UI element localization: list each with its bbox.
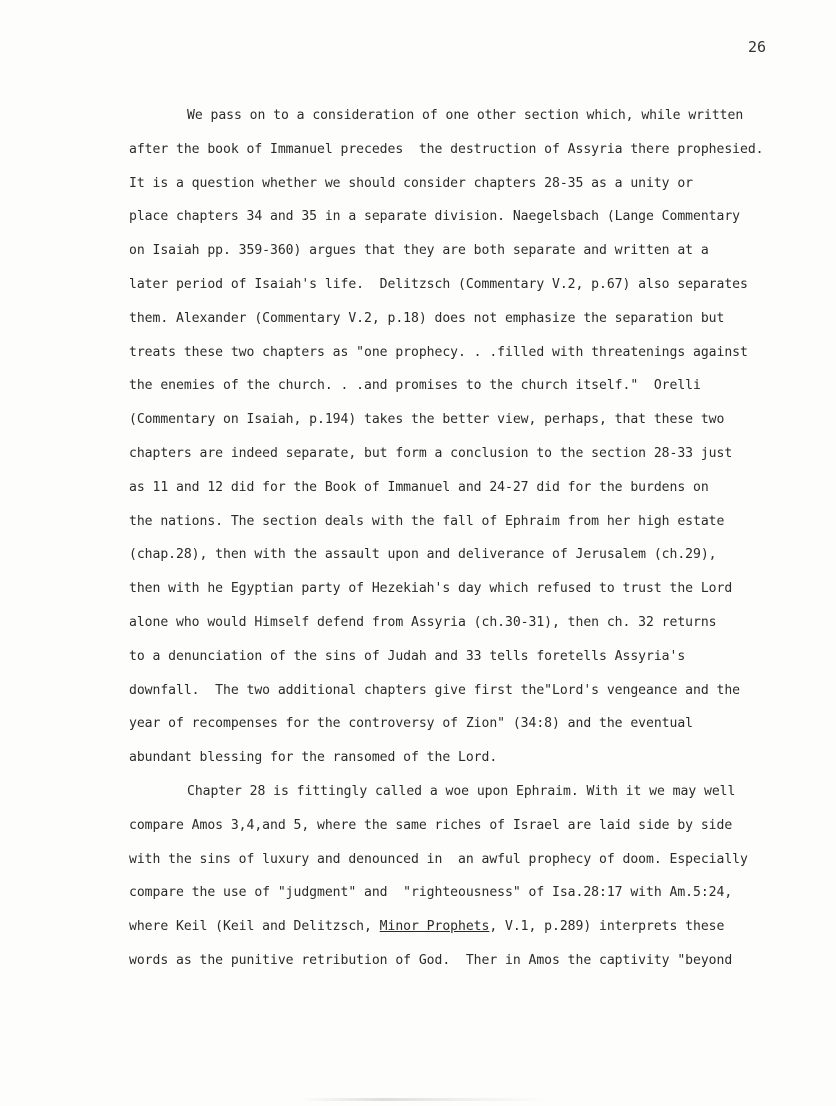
- line-5-lead: where Keil (Keil and Delitzsch,: [129, 919, 380, 935]
- paragraph-1-line-6: later period of Isaiah's life. Delitzsch (Commentary V.2, p.67) also separates: [129, 276, 748, 292]
- line-5-tail: , V.1, p.289) interprets these: [489, 919, 725, 935]
- paragraph-1-line-20: abundant blessing for the ransomed of the Lord.: [129, 750, 498, 766]
- paragraph-2-line-4: compare the use of "judgment" and "righteousness" of Isa.28:17 with Am.5:24,: [129, 885, 733, 901]
- paragraph-2-line-3: with the sins of luxury and denounced in an awful prophecy of doom. Especially: [129, 851, 748, 867]
- paragraph-2-line-6: words as the punitive retribution of God. Ther in Amos the captivity "beyond: [129, 952, 733, 968]
- paragraph-1-line-10: (Commentary on Isaiah, p.194) takes the better view, perhaps, that these two: [129, 412, 725, 428]
- paragraph-1-line-12: as 11 and 12 did for the Book of Immanuel and 24-27 did for the burdens on: [129, 479, 709, 495]
- paragraph-1-line-14: (chap.28), then with the assault upon and deliverance of Jerusalem (ch.29),: [129, 547, 717, 563]
- paragraph-1-line-15: then with he Egyptian party of Hezekiah's day which refused to trust the Lord: [129, 581, 733, 597]
- paragraph-2-line-1: Chapter 28 is fittingly called a woe upon Ephraim. With it we may well: [187, 783, 736, 799]
- body-text: [129, 104, 819, 983]
- paragraph-1-line-11: chapters are indeed separate, but form a conclusion to the section 28-33 just: [129, 445, 733, 461]
- minor-prophets-title: Minor Prophets: [379, 919, 490, 935]
- paragraph-1-line-5: on Isaiah pp. 359-360) argues that they are both separate and written at a: [129, 243, 709, 259]
- paragraph-1-line-2: after the book of Immanuel precedes the destruction of Assyria there prophesied.: [129, 141, 764, 157]
- paragraph-1-line-13: the nations. The section deals with the fall of Ephraim from her high estate: [129, 513, 725, 529]
- paragraph-1-line-3: It is a question whether we should consider chapters 28-35 as a unity or: [129, 175, 693, 191]
- paragraph-1-line-8: treats these two chapters as "one prophecy. . .filled with threatenings against: [129, 344, 748, 360]
- page-number: 26: [748, 38, 767, 56]
- paragraph-1-line-4: place chapters 34 and 35 in a separate division. Naegelsbach (Lange Commentary: [129, 209, 740, 225]
- paragraph-2-line-2: compare Amos 3,4,and 5, where the same riches of Israel are laid side by side: [129, 817, 733, 833]
- bottom-smudge: [300, 1098, 550, 1101]
- paragraph-1-line-19: year of recompenses for the controversy of Zion" (34:8) and the eventual: [129, 716, 693, 732]
- paragraph-2-line-5: [129, 915, 819, 949]
- paragraph-1-line-7: them. Alexander (Commentary V.2, p.18) does not emphasize the separation but: [129, 310, 725, 326]
- paragraph-1-line-1: We pass on to a consideration of one other section which, while written: [187, 108, 744, 123]
- paragraph-1-line-17: to a denunciation of the sins of Judah and 33 tells foretells Assyria's: [129, 648, 686, 664]
- paragraph-1-line-9: the enemies of the church. . .and promises to the church itself." Orelli: [129, 378, 701, 394]
- paragraph-1-line-16: alone who would Himself defend from Assyria (ch.30-31), then ch. 32 returns: [129, 614, 717, 630]
- paragraph-1-line-18: downfall. The two additional chapters give first the"Lord's vengeance and the: [129, 682, 740, 698]
